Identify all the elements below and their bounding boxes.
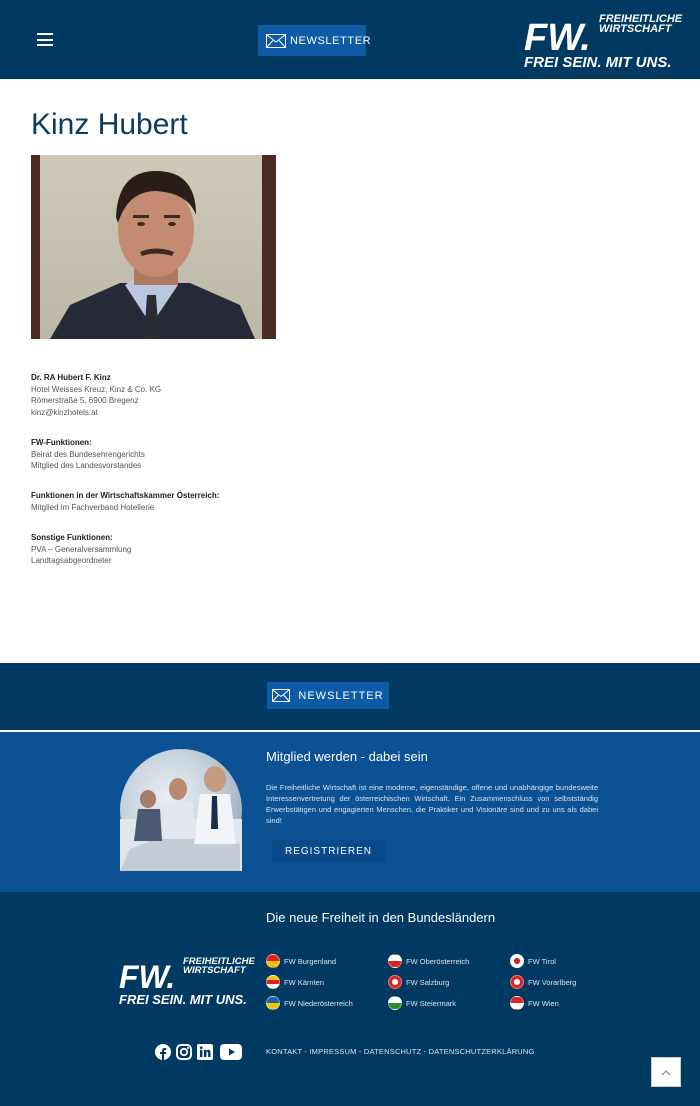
section-heading: Funktionen in der Wirtschaftskammer Österreich:: [31, 491, 220, 500]
state-label: FW Tirol: [528, 956, 556, 966]
register-button[interactable]: REGISTRIEREN: [272, 840, 385, 863]
back-to-top-button[interactable]: [651, 1057, 681, 1087]
state-label: FW Wien: [528, 998, 559, 1008]
youtube-icon[interactable]: [220, 1044, 242, 1060]
newsletter-label: NEWSLETTER: [290, 34, 372, 47]
section-heading: FW-Funktionen:: [31, 438, 92, 447]
fw-footer-logo[interactable]: [117, 954, 255, 1007]
state-label: FW Niederösterreich: [284, 998, 353, 1008]
logo-slogan: FREI SEIN. MIT UNS.: [524, 54, 672, 71]
state-link-oberoesterreich[interactable]: [388, 954, 469, 968]
state-link-wien[interactable]: [510, 996, 559, 1010]
newsletter-band-button[interactable]: [267, 682, 389, 709]
logo-line2: WIRTSCHAFT: [599, 23, 672, 35]
contact-block: [31, 372, 161, 418]
newsletter-band-label: NEWSLETTER: [298, 689, 384, 702]
contact-email-link[interactable]: kinz@kinzhotels.at: [31, 407, 98, 417]
member-title: Mitglied werden - dabei sein: [266, 749, 428, 764]
site-header: [0, 0, 700, 79]
logo-line1: FREIHEITLICHE: [599, 13, 683, 25]
state-label: FW Steiermark: [406, 998, 457, 1008]
wko-functions-block: [31, 490, 219, 513]
steiermark-flag-icon: [388, 996, 402, 1010]
logo-line2: WIRTSCHAFT: [183, 965, 246, 976]
section-heading: Sonstige Funktionen:: [31, 533, 113, 542]
hamburger-menu-icon[interactable]: [37, 33, 53, 46]
footer-links[interactable]: KONTAKT - IMPRESSUM - DATENSCHUTZ - DATENSCHUTZERKLÄRUNG: [266, 1047, 535, 1056]
vorarlberg-flag-icon: [510, 975, 524, 989]
envelope-icon: [266, 34, 286, 48]
contact-name: Dr. RA Hubert F. Kinz: [31, 373, 111, 382]
other-functions-block: [31, 532, 131, 567]
section-line: Mitglied im Fachverband Hotellerie: [31, 502, 155, 512]
page-title: Kinz Hubert: [31, 108, 188, 141]
site-footer: [0, 892, 700, 1106]
section-line: Mitglied des Landesvorstandes: [31, 461, 142, 470]
state-link-niederoesterreich[interactable]: [266, 996, 353, 1010]
newsletter-button[interactable]: [258, 25, 372, 56]
fw-functions-block: [31, 437, 145, 472]
state-label: FW Vorarlberg: [528, 977, 577, 987]
meeting-photo: [120, 749, 242, 871]
state-link-burgenland[interactable]: [266, 954, 336, 968]
state-link-salzburg[interactable]: [388, 975, 449, 989]
tirol-flag-icon: [510, 954, 524, 968]
oberoesterreich-flag-icon: [388, 954, 402, 968]
burgenland-flag-icon: [266, 954, 280, 968]
kaernten-flag-icon: [266, 975, 280, 989]
section-line: Landtagsabgeordneter: [31, 556, 112, 565]
logo-mark: FW.: [119, 959, 176, 995]
logo-slogan: FREI SEIN. MIT UNS.: [119, 992, 247, 1007]
logo-mark: FW.: [524, 17, 591, 59]
niederoesterreich-flag-icon: [266, 996, 280, 1010]
wien-flag-icon: [510, 996, 524, 1010]
state-link-steiermark[interactable]: [388, 996, 456, 1010]
section-line: Beirat des Bundesehrengerichts: [31, 449, 145, 459]
linkedin-icon[interactable]: [197, 1044, 213, 1060]
state-label: FW Kärnten: [284, 977, 325, 987]
envelope-icon: [272, 689, 290, 702]
facebook-icon[interactable]: [155, 1044, 171, 1060]
newsletter-band: [0, 663, 700, 730]
state-label: FW Burgenland: [284, 956, 337, 966]
chevron-up-icon: [661, 1069, 671, 1076]
state-label: FW Salzburg: [406, 977, 450, 987]
portrait-photo: [31, 155, 276, 339]
member-section: [0, 732, 700, 892]
state-link-vorarlberg[interactable]: [510, 975, 576, 989]
state-link-kaernten[interactable]: [266, 975, 324, 989]
footer-title: Die neue Freiheit in den Bundesländern: [266, 910, 496, 925]
contact-line: Hotel Weisses Kreuz, Kinz & Co. KG: [31, 384, 162, 394]
salzburg-flag-icon: [388, 975, 402, 989]
member-description: Die Freiheitliche Wirtschaft ist eine moderne, eigenständige, offene und unabhängige bundesweite Interessenvertretung der österreichischen Wirtschaft. Ein Zusammenschluss von selbstständig Erwerbstätigen und engagierten Menschen, die Praktiker und Visionäre sind und zu uns als dabei sind!: [266, 783, 598, 825]
fw-logo[interactable]: [522, 10, 683, 71]
section-line: PVA – Generalversammlung: [31, 544, 132, 554]
instagram-icon[interactable]: [176, 1044, 192, 1060]
state-label: FW Oberösterreich: [406, 956, 470, 966]
logo-line1: FREIHEITLICHE: [183, 956, 255, 967]
contact-line: Römerstraße 5, 6900 Bregenz: [31, 396, 139, 405]
state-link-tirol[interactable]: [510, 954, 556, 968]
